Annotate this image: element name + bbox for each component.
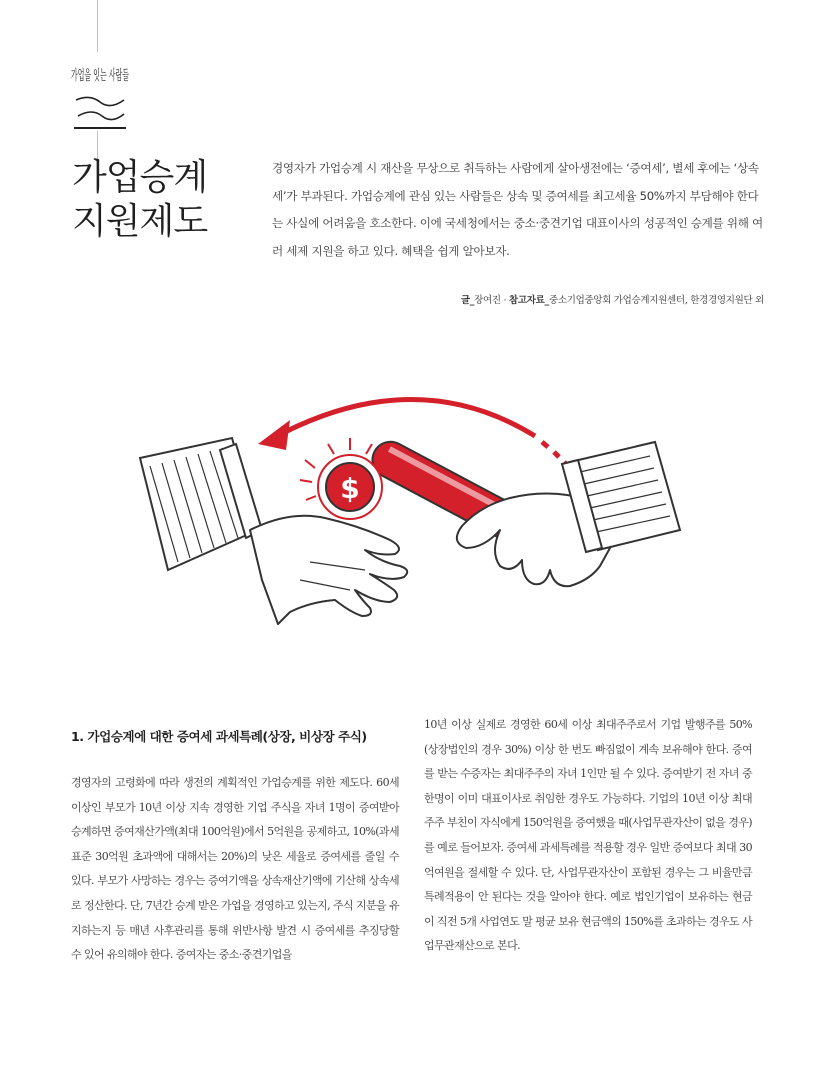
- section-1-right-column: [424, 713, 752, 959]
- top-rule: [97, 0, 98, 52]
- page-title: [72, 156, 242, 244]
- series-logo-text: 가업을 잇는 사람들: [71, 68, 189, 84]
- section-1-heading: 1. 가업승계에 대한 증여세 과세특례(상장, 비상장 주식): [71, 729, 367, 744]
- title-line-2: 지원제도: [72, 201, 208, 242]
- handshake-illustration: [150, 380, 670, 680]
- left-hand: [250, 516, 407, 624]
- credit-label-references: 참고자료_: [508, 295, 549, 306]
- section-1-body-left: 경영자의 고령화에 따라 생전의 계획적인 가업승계를 위한 제도다. 60세 이상인 부모가 10년 이상 지속 경영한 기업 주식을 자녀 1명이 증여받아 승계하면 증여재산가액(최대 100억원)에서 5억원을 공제하고, 10%(과세표준 30억원 초과액에 대해서는 20%)의 낮은 세율로 증여세를 줄일 수 있다. 부모가 사망하는 경우는 증여기액을 상속재산기액에 기산해 상속세로 정산한다. 단, 7년간 승계 받은 가업을 경영하고 있는지, 주식 지분을 유지하는지 등 매년 사후관리를 통해 위반사항 발견 시 증여세를 추징당할 수 있어 유의해야 한다. 증여자는 중소·중견기업을: [71, 776, 399, 962]
- series-logo: [70, 56, 189, 130]
- credit-separator: ·: [500, 295, 509, 306]
- credit-label-writer: 글_: [460, 295, 475, 306]
- section-1-body-right: 10년 이상 실제로 경영한 60세 이상 최대주주로서 기업 발행주를 50%(상장법인의 경우 30%) 이상 한 번도 빠짐없이 계속 보유해야 한다. 증여를 받는 수증자는 최대주주의 자녀 1인만 될 수 있다. 증여받기 전 자녀 중 한명이 이미 대표이사로 취임한 경우도 가능하다. 기업의 10년 이상 최대주주 부친이 자식에게 150억원을 증여했을 때(사업무관자산이 없을 경우)를 예로 들어보자. 증여세 과세특례를 적용할 경우 일반 증여보다 최대 30억여원을 절세할 수 있다. 단, 사업무관자산이 포함된 경우는 그 비율만큼 특례적용이 안 된다는 것을 알아야 한다. 예로 법인기업이 보유하는 현금이 직전 5개 사업연도 말 평균 보유 현금액의 150%를 초과하는 경우도 사업무관재산으로 본다.: [424, 718, 752, 953]
- credit-sources: 중소기업중앙회 가업승계지원센터, 한경경영지원단 외: [548, 295, 764, 306]
- credit-author: 장여진: [474, 295, 501, 306]
- credit-line: [272, 292, 764, 306]
- title-line-1: 가업승계: [72, 157, 208, 198]
- left-sleeve: [140, 438, 262, 570]
- dollar-icon: $: [340, 472, 360, 505]
- section-1-left-column: [71, 727, 399, 968]
- lead-paragraph: 경영자가 가업승계 시 재산을 무상으로 취득하는 사람에게 살아생전에는 ‘증여세’, 별세 후에는 ‘상속세’가 부과된다. 가업승계에 관심 있는 사람들은 상속 및 증여세를 최고세율 50%까지 부담해야 한다는 사실에 어려움을 호소한다. 이에 국세청에서는 중소·중견기업 대표이사의 성공적인 승계를 위해 여러 세제 지원을 하고 있다. 혜택을 쉽게 알아보자.: [272, 161, 763, 258]
